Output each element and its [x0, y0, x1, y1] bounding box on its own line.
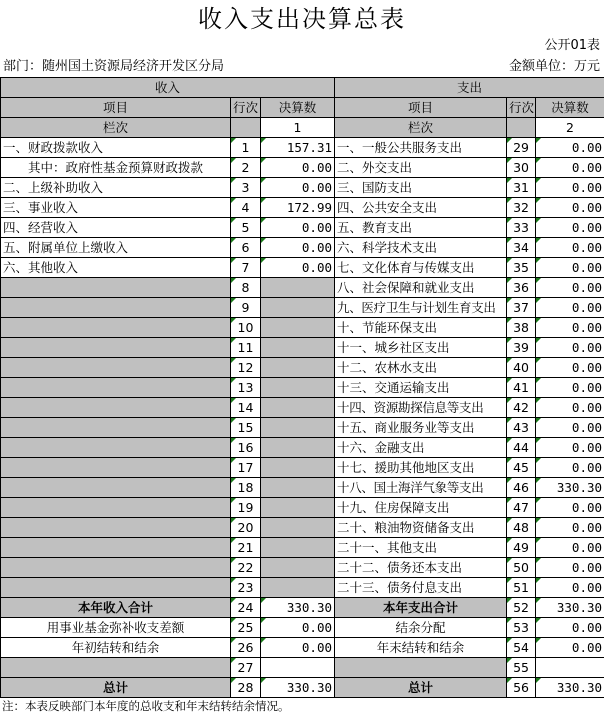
expense-item: 十七、援助其他地区支出 [335, 458, 507, 478]
income-total-amount: 330.30 [261, 678, 335, 698]
expense-amount: 0.00 [536, 138, 604, 158]
income-amount [261, 458, 335, 478]
expense-total-item: 年末结转和结余 [335, 638, 507, 658]
table-row [1, 258, 604, 278]
income-row-no: 23 [231, 578, 261, 598]
expense-total-row-no: 55 [507, 658, 536, 678]
income-item: 六、其他收入 [1, 258, 231, 278]
expense-section-header: 支出 [335, 78, 604, 98]
form-number: 公开01表 [544, 38, 600, 53]
expense-item: 三、国防支出 [335, 178, 507, 198]
income-item [1, 518, 231, 538]
income-item [1, 558, 231, 578]
expense-row-no: 30 [507, 158, 536, 178]
expense-item: 十、节能环保支出 [335, 318, 507, 338]
income-item: 五、附属单位上缴收入 [1, 238, 231, 258]
expense-item: 二十一、其他支出 [335, 538, 507, 558]
expense-row-no: 51 [507, 578, 536, 598]
total-row [1, 638, 604, 658]
income-item [1, 278, 231, 298]
expense-item: 六、科学技术支出 [335, 238, 507, 258]
income-row-no: 15 [231, 418, 261, 438]
expense-amount: 0.00 [536, 158, 604, 178]
income-row-no: 8 [231, 278, 261, 298]
income-total-amount: 0.00 [261, 638, 335, 658]
expense-amount: 0.00 [536, 398, 604, 418]
table-row [1, 238, 604, 258]
expense-item: 七、文化体育与传媒支出 [335, 258, 507, 278]
expense-item: 十四、资源勘探信息等支出 [335, 398, 507, 418]
table-row [1, 458, 604, 478]
expense-amount: 0.00 [536, 218, 604, 238]
income-amount [261, 558, 335, 578]
expense-row-no: 41 [507, 378, 536, 398]
income-total-amount: 0.00 [261, 618, 335, 638]
expense-item: 二十、粮油物资储备支出 [335, 518, 507, 538]
expense-amount: 0.00 [536, 418, 604, 438]
expense-row-no: 31 [507, 178, 536, 198]
expense-row-no: 45 [507, 458, 536, 478]
income-item [1, 538, 231, 558]
income-section-header: 收入 [1, 78, 335, 98]
income-item-header: 项目 [1, 98, 231, 118]
income-amount: 172.99 [261, 198, 335, 218]
income-row-no: 4 [231, 198, 261, 218]
income-row-no: 18 [231, 478, 261, 498]
income-row-no: 12 [231, 358, 261, 378]
income-row-no: 21 [231, 538, 261, 558]
expense-row-no: 36 [507, 278, 536, 298]
income-col-label: 栏次 [1, 118, 231, 138]
header-row-columns [1, 98, 604, 118]
income-item [1, 378, 231, 398]
expense-amount: 0.00 [536, 538, 604, 558]
header-row-col-index [1, 118, 604, 138]
income-row-no: 19 [231, 498, 261, 518]
expense-row-no: 38 [507, 318, 536, 338]
expense-amount: 0.00 [536, 198, 604, 218]
expense-col-label: 栏次 [335, 118, 507, 138]
income-row-no: 2 [231, 158, 261, 178]
income-amount [261, 478, 335, 498]
income-amount [261, 538, 335, 558]
income-total-amount [261, 658, 335, 678]
income-item [1, 478, 231, 498]
income-item [1, 318, 231, 338]
income-amount [261, 398, 335, 418]
expense-item: 九、医疗卫生与计划生育支出 [335, 298, 507, 318]
table-row [1, 298, 604, 318]
income-col-blank [231, 118, 261, 138]
expense-item-header: 项目 [335, 98, 507, 118]
total-row [1, 618, 604, 638]
expense-col-index: 2 [536, 118, 604, 138]
table-row [1, 478, 604, 498]
expense-total-amount [536, 658, 604, 678]
table-row [1, 198, 604, 218]
income-row-no: 6 [231, 238, 261, 258]
expense-item: 十三、交通运输支出 [335, 378, 507, 398]
department-label: 部门：随州国土资源局经济开发区分局 [3, 59, 225, 74]
income-amount [261, 498, 335, 518]
income-amount [261, 338, 335, 358]
table-row [1, 518, 604, 538]
expense-total-row-no: 52 [507, 598, 536, 618]
expense-amount: 0.00 [536, 178, 604, 198]
expense-col-blank [507, 118, 536, 138]
income-amount [261, 578, 335, 598]
income-amount: 0.00 [261, 218, 335, 238]
table-row [1, 318, 604, 338]
expense-amount: 0.00 [536, 278, 604, 298]
expense-item: 十八、国土海洋气象等支出 [335, 478, 507, 498]
expense-amount: 0.00 [536, 358, 604, 378]
income-item [1, 358, 231, 378]
expense-item: 十五、商业服务业等支出 [335, 418, 507, 438]
expense-amount: 330.30 [536, 478, 604, 498]
table-row [1, 338, 604, 358]
table-row [1, 378, 604, 398]
total-row [1, 658, 604, 678]
expense-total-item: 本年支出合计 [335, 598, 507, 618]
income-amount [261, 438, 335, 458]
income-amount [261, 358, 335, 378]
expense-total-item: 总计 [335, 678, 507, 698]
table-row [1, 158, 604, 178]
income-amount [261, 518, 335, 538]
expense-row-no: 32 [507, 198, 536, 218]
income-amount: 157.31 [261, 138, 335, 158]
income-item: 四、经营收入 [1, 218, 231, 238]
expense-amount-header: 决算数 [536, 98, 604, 118]
expense-item: 十六、金融支出 [335, 438, 507, 458]
total-row [1, 598, 604, 618]
total-row [1, 678, 604, 698]
income-row-no-header: 行次 [231, 98, 261, 118]
expense-item: 二十三、债务付息支出 [335, 578, 507, 598]
income-amount: 0.00 [261, 258, 335, 278]
income-total-row-no: 27 [231, 658, 261, 678]
income-item [1, 578, 231, 598]
summary-table [0, 77, 604, 698]
income-total-item: 用事业基金弥补收支差额 [1, 618, 231, 638]
expense-item: 二十二、债务还本支出 [335, 558, 507, 578]
income-item: 一、财政拨款收入 [1, 138, 231, 158]
income-amount: 0.00 [261, 238, 335, 258]
expense-amount: 0.00 [536, 438, 604, 458]
expense-row-no: 39 [507, 338, 536, 358]
table-row [1, 398, 604, 418]
expense-row-no: 42 [507, 398, 536, 418]
income-amount [261, 378, 335, 398]
income-row-no: 13 [231, 378, 261, 398]
table-row [1, 278, 604, 298]
income-item [1, 498, 231, 518]
expense-row-no: 35 [507, 258, 536, 278]
income-row-no: 7 [231, 258, 261, 278]
expense-amount: 0.00 [536, 378, 604, 398]
expense-amount: 0.00 [536, 458, 604, 478]
expense-amount: 0.00 [536, 578, 604, 598]
income-total-row-no: 28 [231, 678, 261, 698]
income-amount [261, 418, 335, 438]
expense-row-no: 50 [507, 558, 536, 578]
expense-row-no: 47 [507, 498, 536, 518]
expense-row-no-header: 行次 [507, 98, 536, 118]
income-amount [261, 278, 335, 298]
table-row [1, 178, 604, 198]
expense-item: 十九、住房保障支出 [335, 498, 507, 518]
expense-row-no: 37 [507, 298, 536, 318]
income-row-no: 9 [231, 298, 261, 318]
expense-total-amount: 0.00 [536, 638, 604, 658]
expense-total-amount: 0.00 [536, 618, 604, 638]
expense-amount: 0.00 [536, 238, 604, 258]
income-item: 三、事业收入 [1, 198, 231, 218]
table-row [1, 498, 604, 518]
table-row [1, 558, 604, 578]
expense-amount: 0.00 [536, 258, 604, 278]
income-row-no: 22 [231, 558, 261, 578]
income-total-amount: 330.30 [261, 598, 335, 618]
income-col-index: 1 [261, 118, 335, 138]
table-row [1, 218, 604, 238]
income-row-no: 10 [231, 318, 261, 338]
income-row-no: 3 [231, 178, 261, 198]
expense-item: 八、社会保障和就业支出 [335, 278, 507, 298]
expense-amount: 0.00 [536, 318, 604, 338]
expense-total-amount: 330.30 [536, 598, 604, 618]
expense-total-row-no: 53 [507, 618, 536, 638]
expense-item: 四、公共安全支出 [335, 198, 507, 218]
expense-row-no: 44 [507, 438, 536, 458]
expense-item: 十一、城乡社区支出 [335, 338, 507, 358]
table-row [1, 418, 604, 438]
footnote: 注：本表反映部门本年度的总收支和年末结转结余情况。 [2, 699, 290, 713]
income-row-no: 16 [231, 438, 261, 458]
header-row-sections [1, 78, 604, 98]
income-total-row-no: 25 [231, 618, 261, 638]
income-total-item: 年初结转和结余 [1, 638, 231, 658]
income-row-no: 1 [231, 138, 261, 158]
income-row-no: 11 [231, 338, 261, 358]
income-row-no: 17 [231, 458, 261, 478]
table-row [1, 438, 604, 458]
expense-amount: 0.00 [536, 498, 604, 518]
expense-total-item: 结余分配 [335, 618, 507, 638]
income-total-row-no: 24 [231, 598, 261, 618]
table-row [1, 578, 604, 598]
expense-item: 十二、农林水支出 [335, 358, 507, 378]
page-title: 收入支出决算总表 [198, 5, 406, 33]
unit-label: 金额单位：万元 [508, 59, 600, 74]
income-item [1, 458, 231, 478]
expense-row-no: 33 [507, 218, 536, 238]
table-row [1, 538, 604, 558]
expense-row-no: 43 [507, 418, 536, 438]
income-amount: 0.00 [261, 178, 335, 198]
income-amount [261, 298, 335, 318]
income-amount: 0.00 [261, 158, 335, 178]
income-item: 二、上级补助收入 [1, 178, 231, 198]
expense-total-item [335, 658, 507, 678]
income-amount [261, 318, 335, 338]
expense-amount: 0.00 [536, 518, 604, 538]
income-row-no: 5 [231, 218, 261, 238]
income-total-item: 本年收入合计 [1, 598, 231, 618]
expense-row-no: 48 [507, 518, 536, 538]
table-row [1, 358, 604, 378]
income-row-no: 20 [231, 518, 261, 538]
income-item [1, 438, 231, 458]
expense-total-amount: 330.30 [536, 678, 604, 698]
expense-row-no: 40 [507, 358, 536, 378]
expense-amount: 0.00 [536, 298, 604, 318]
income-amount-header: 决算数 [261, 98, 335, 118]
expense-total-row-no: 56 [507, 678, 536, 698]
expense-row-no: 34 [507, 238, 536, 258]
expense-amount: 0.00 [536, 558, 604, 578]
expense-amount: 0.00 [536, 338, 604, 358]
expense-item: 五、教育支出 [335, 218, 507, 238]
income-item [1, 418, 231, 438]
income-item: 其中：政府性基金预算财政拨款 [1, 158, 231, 178]
expense-row-no: 49 [507, 538, 536, 558]
income-total-item [1, 658, 231, 678]
income-total-item: 总计 [1, 678, 231, 698]
income-item [1, 298, 231, 318]
income-total-row-no: 26 [231, 638, 261, 658]
expense-item: 一、一般公共服务支出 [335, 138, 507, 158]
expense-total-row-no: 54 [507, 638, 536, 658]
income-item [1, 338, 231, 358]
expense-row-no: 46 [507, 478, 536, 498]
expense-row-no: 29 [507, 138, 536, 158]
table-row [1, 138, 604, 158]
income-row-no: 14 [231, 398, 261, 418]
expense-item: 二、外交支出 [335, 158, 507, 178]
income-item [1, 398, 231, 418]
